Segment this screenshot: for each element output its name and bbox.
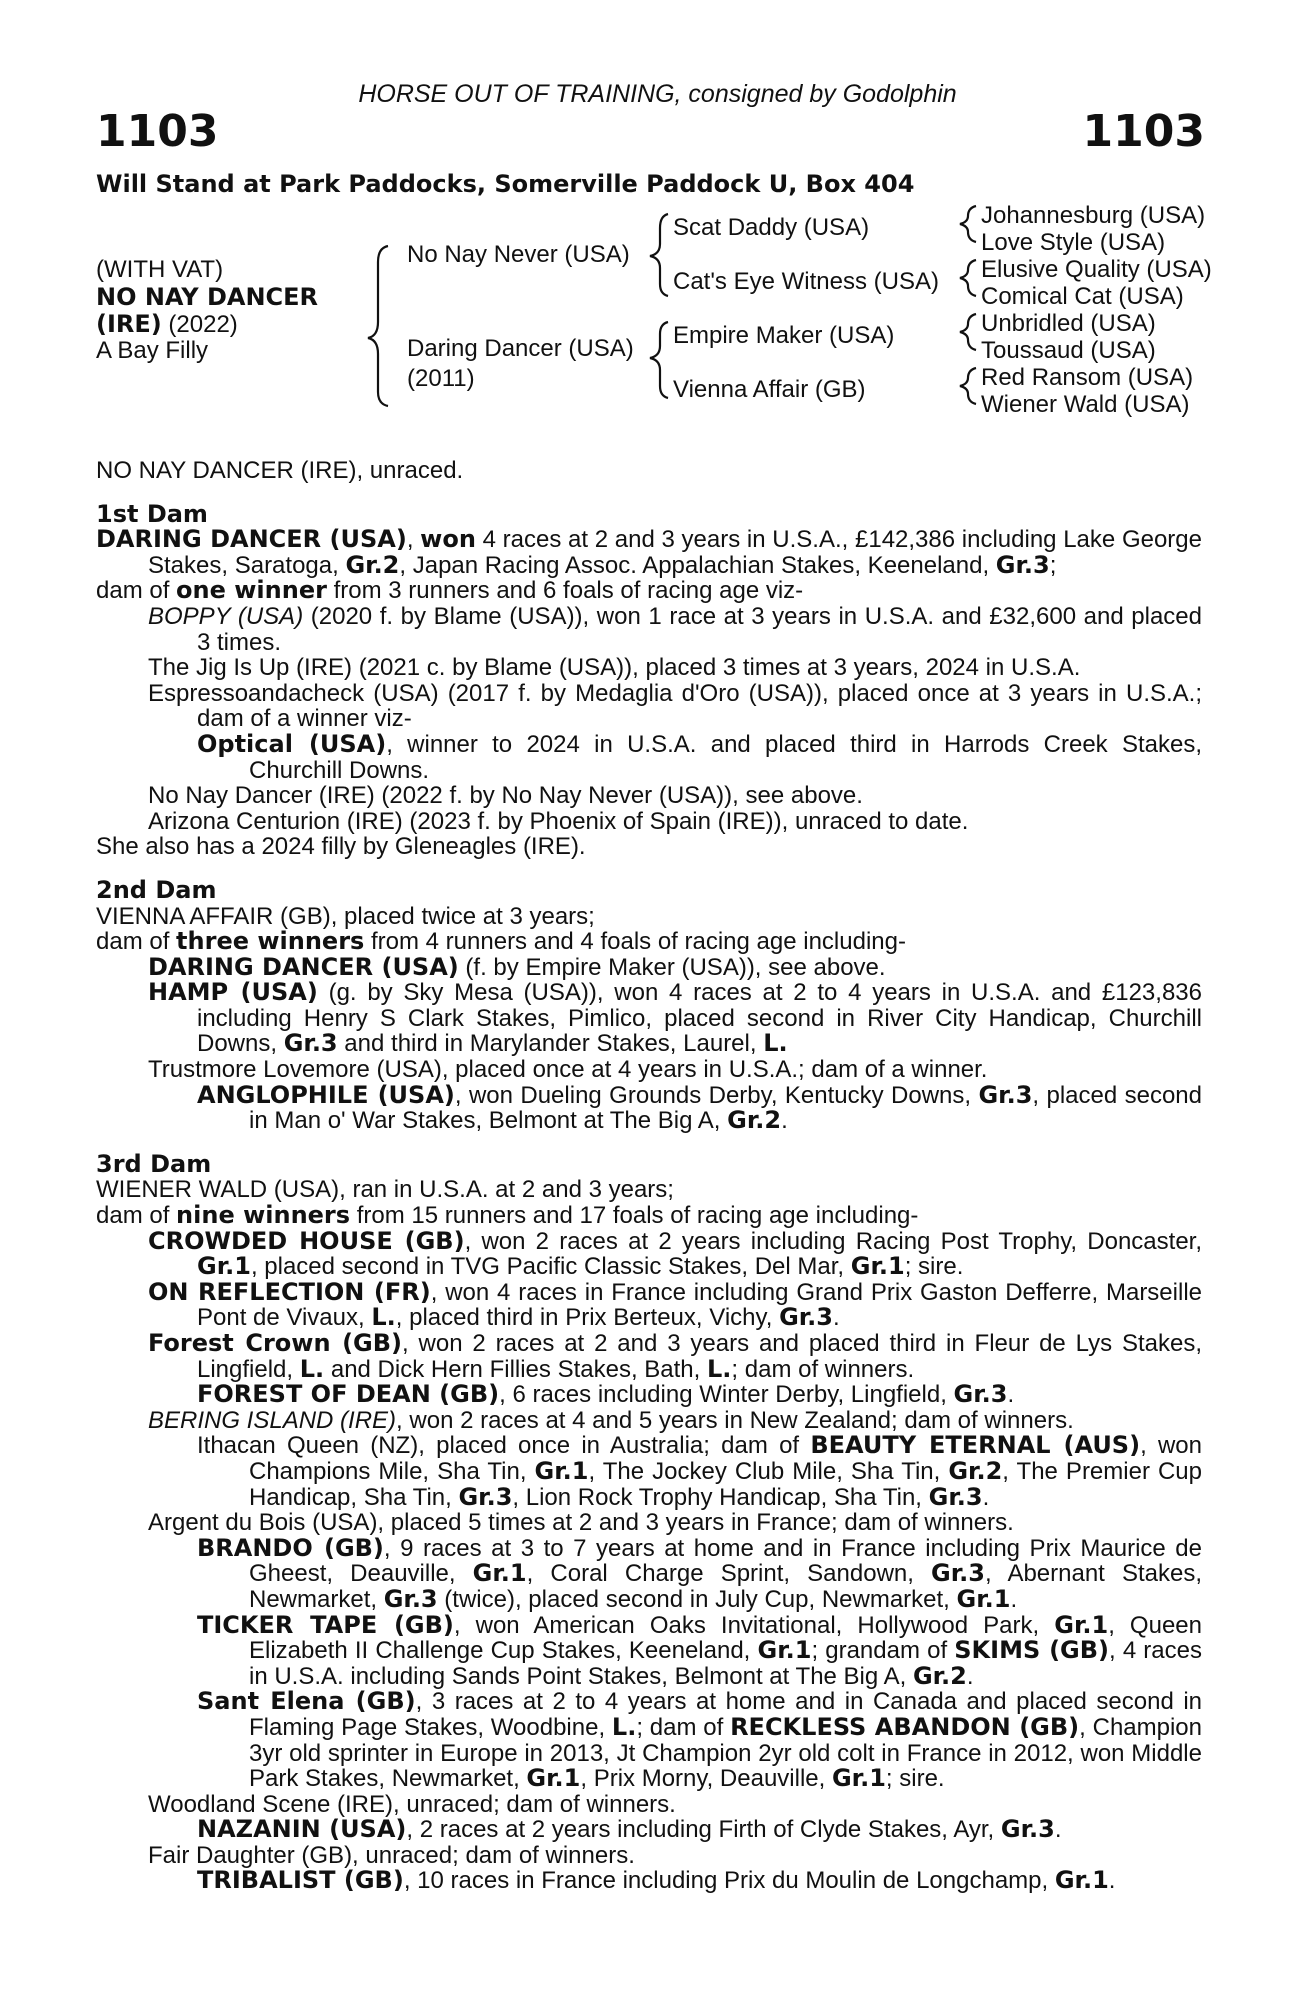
pedigree-dsd: Toussaud (USA) bbox=[981, 337, 1156, 364]
pedigree-dss: Unbridled (USA) bbox=[981, 310, 1156, 337]
produce-anglophile: ANGLOPHILE (USA), won Dueling Grounds Derby, Kentucky Downs, Gr.3, placed second in Man o' War Stakes, Belmont at The Big A, Gr.2. bbox=[197, 1080, 1202, 1135]
second-dam-entry: VIENNA AFFAIR (GB), placed twice at 3 years; bbox=[96, 902, 595, 930]
produce-woodland-scene: Woodland Scene (IRE), unraced; dam of winners. bbox=[148, 1790, 676, 1818]
produce-fair-daughter: Fair Daughter (GB), unraced; dam of winners. bbox=[148, 1841, 635, 1869]
produce-sant-elena: Sant Elena (GB), 3 races at 2 to 4 years at home and in Canada and placed second in Flaming Page Stakes, Woodbine, L.; dam of RECKLESS ABANDON (GB), Champion 3yr old sprinter in Europe in 2013, Jt Champion 2yr old colt in France in 2012, won Middle Park Stakes, Newmarket, Gr.1, Prix Morny, Deauville, Gr.1; sire. bbox=[197, 1687, 1203, 1793]
pedigree-sds: Elusive Quality (USA) bbox=[981, 256, 1212, 283]
produce-crowded-house: CROWDED HOUSE (GB), won 2 races at 2 years including Racing Post Trophy, Doncaster, Gr.1, placed second in TVG Pacific Classic Stakes, Del Mar, Gr.1; sire. bbox=[148, 1226, 1202, 1281]
produce-brando: BRANDO (GB), 9 races at 3 to 7 years at home and in France including Prix Maurice de Gheest, Deauville, Gr.1, Coral Charge Sprint, Sandown, Gr.3, Abernant Stakes, Newmarket, Gr.3 (twice), placed second in July Cup, Newmarket, Gr.1. bbox=[197, 1533, 1203, 1613]
lot-number-right: 1103 bbox=[1082, 106, 1205, 157]
pedigree-dam-year: (2011) bbox=[407, 365, 475, 392]
pedigree-dam: Daring Dancer (USA) bbox=[407, 335, 634, 362]
produce-ithacan-queen: Ithacan Queen (NZ), placed once in Australia; dam of BEAUTY ETERNAL (AUS), won Champions Mile, Sha Tin, Gr.1, The Jockey Club Mile, Sha Tin, Gr.2, The Premier Cup Handicap, Sha Tin, Gr.3, Lion Rock Trophy Handicap, Sha Tin, Gr.3. bbox=[197, 1431, 1202, 1511]
lot-number-left: 1103 bbox=[96, 106, 219, 157]
brace-main bbox=[368, 246, 388, 406]
pedigree-vat: (WITH VAT) bbox=[96, 256, 224, 283]
produce-hamp: HAMP (USA) (g. by Sky Mesa (USA)), won 4 races at 2 to 4 years in U.S.A. and £123,836 including Henry S Clark Stakes, Pimlico, placed second in River City Handicap, Churchill Downs, Gr.3 and third in Marylander Stakes, Laurel, L. bbox=[148, 978, 1202, 1058]
produce-nonay: No Nay Dancer (IRE) (2022 f. by No Nay Never (USA)), see above. bbox=[148, 782, 863, 810]
stand-location: Will Stand at Park Paddocks, Somerville Paddock U, Box 404 bbox=[96, 170, 915, 198]
pedigree-dam-sire: Empire Maker (USA) bbox=[673, 322, 895, 349]
third-dam-entry: WIENER WALD (USA), ran in U.S.A. at 2 and 3 years; bbox=[96, 1176, 674, 1204]
produce-tribalist: TRIBALIST (GB), 10 races in France including Prix du Moulin de Longchamp, Gr.1. bbox=[197, 1866, 1116, 1895]
produce-on-reflection: ON REFLECTION (FR), won 4 races in France including Grand Prix Gaston Defferre, Marseille Pont de Vivaux, L., placed third in Prix Berteux, Vichy, Gr.3. bbox=[148, 1277, 1203, 1332]
second-dam-heading: 2nd Dam bbox=[96, 875, 217, 904]
horse-name-year: (IRE) (2022) bbox=[96, 310, 238, 338]
produce-forest-crown: Forest Crown (GB), won 2 races at 2 and 3 years and placed third in Fleur de Lys Stakes, Lingfield, L. and Dick Hern Fillies Stakes, Bath, L.; dam of winners. bbox=[148, 1329, 1202, 1383]
first-dam-entry: DARING DANCER (USA), won 4 races at 2 and 3 years in U.S.A., £142,386 including Lake George Stakes, Saratoga, Gr.2, Japan Racing Assoc. Appalachian Stakes, Keeneland, Gr.3; bbox=[96, 525, 1202, 579]
produce-boppy: BOPPY (USA) (2020 f. by Blame (USA)), won 1 race at 3 years in U.S.A. and £32,600 and placed 3 times. bbox=[148, 602, 1202, 656]
consignment-heading: HORSE OUT OF TRAINING, consigned by Godolphin bbox=[358, 80, 957, 108]
pedigree-sire-dam: Cat's Eye Witness (USA) bbox=[673, 268, 939, 295]
produce-also: She also has a 2024 filly by Gleneagles (IRE). bbox=[96, 833, 586, 861]
produce-daring: DARING DANCER (USA) (f. by Empire Maker (USA)), see above. bbox=[148, 952, 886, 981]
second-dam-produce-summary: dam of three winners from 4 runners and 4 foals of racing age including- bbox=[96, 927, 906, 956]
produce-trustmore: Trustmore Lovemore (USA), placed once at 4 years in U.S.A.; dam of a winner. bbox=[148, 1056, 988, 1084]
produce-argent-du-bois: Argent du Bois (USA), placed 5 times at 2 and 3 years in France; dam of winners. bbox=[148, 1509, 1014, 1537]
produce-jig: The Jig Is Up (IRE) (2021 c. by Blame (USA)), placed 3 times at 3 years, 2024 in U.S.A. bbox=[148, 654, 1081, 682]
pedigree-sdd: Comical Cat (USA) bbox=[981, 283, 1184, 310]
first-dam-produce-summary: dam of one winner from 3 runners and 6 foals of racing age viz- bbox=[96, 576, 804, 605]
produce-forest-of-dean: FOREST OF DEAN (GB), 6 races including Winter Derby, Lingfield, Gr.3. bbox=[197, 1380, 1015, 1409]
pedigree-dam-dam: Vienna Affair (GB) bbox=[673, 376, 866, 403]
produce-espresso: Espressoandacheck (USA) (2017 f. by Medaglia d'Oro (USA)), placed once at 3 years in U.S.A.; dam of a winner viz- bbox=[148, 679, 1202, 733]
third-dam-heading: 3rd Dam bbox=[96, 1149, 212, 1178]
brace-dam bbox=[650, 322, 668, 398]
produce-nazanin: NAZANIN (USA), 2 races at 2 years including Firth of Clyde Stakes, Ayr, Gr.3. bbox=[197, 1815, 1062, 1844]
pedigree-sss: Johannesburg (USA) bbox=[981, 202, 1206, 229]
produce-arizona: Arizona Centurion (IRE) (2023 f. by Phoenix of Spain (IRE)), unraced to date. bbox=[148, 807, 969, 835]
brace-sire bbox=[650, 214, 668, 296]
produce-ticker-tape: TICKER TAPE (GB), won American Oaks Invitational, Hollywood Park, Gr.1, Queen Elizabeth II Challenge Cup Stakes, Keeneland, Gr.1; grandam of SKIMS (GB), 4 races in U.S.A. including Sands Point Stakes, Belmont at The Big A, Gr.2. bbox=[197, 1610, 1202, 1690]
horse-name-line1: NO NAY DANCER bbox=[96, 283, 319, 311]
catalogue-body bbox=[96, 458, 1202, 1894]
first-dam-heading: 1st Dam bbox=[96, 499, 208, 528]
pedigree-ssd: Love Style (USA) bbox=[981, 229, 1166, 256]
pedigree-dds: Red Ransom (USA) bbox=[981, 364, 1194, 391]
third-dam-produce-summary: dam of nine winners from 15 runners and 17 foals of racing age including- bbox=[96, 1201, 919, 1230]
horse-description: A Bay Filly bbox=[96, 337, 209, 364]
race-record: NO NAY DANCER (IRE), unraced. bbox=[96, 457, 464, 484]
produce-bering-island: BERING ISLAND (IRE), won 2 races at 4 and 5 years in New Zealand; dam of winners. bbox=[148, 1406, 1074, 1434]
pedigree-ddd: Wiener Wald (USA) bbox=[981, 391, 1190, 418]
pedigree-sire-sire: Scat Daddy (USA) bbox=[673, 214, 870, 241]
produce-optical: Optical (USA), winner to 2024 in U.S.A. and placed third in Harrods Creek Stakes, Churchill Downs. bbox=[197, 729, 1203, 784]
pedigree-sire: No Nay Never (USA) bbox=[407, 241, 630, 268]
